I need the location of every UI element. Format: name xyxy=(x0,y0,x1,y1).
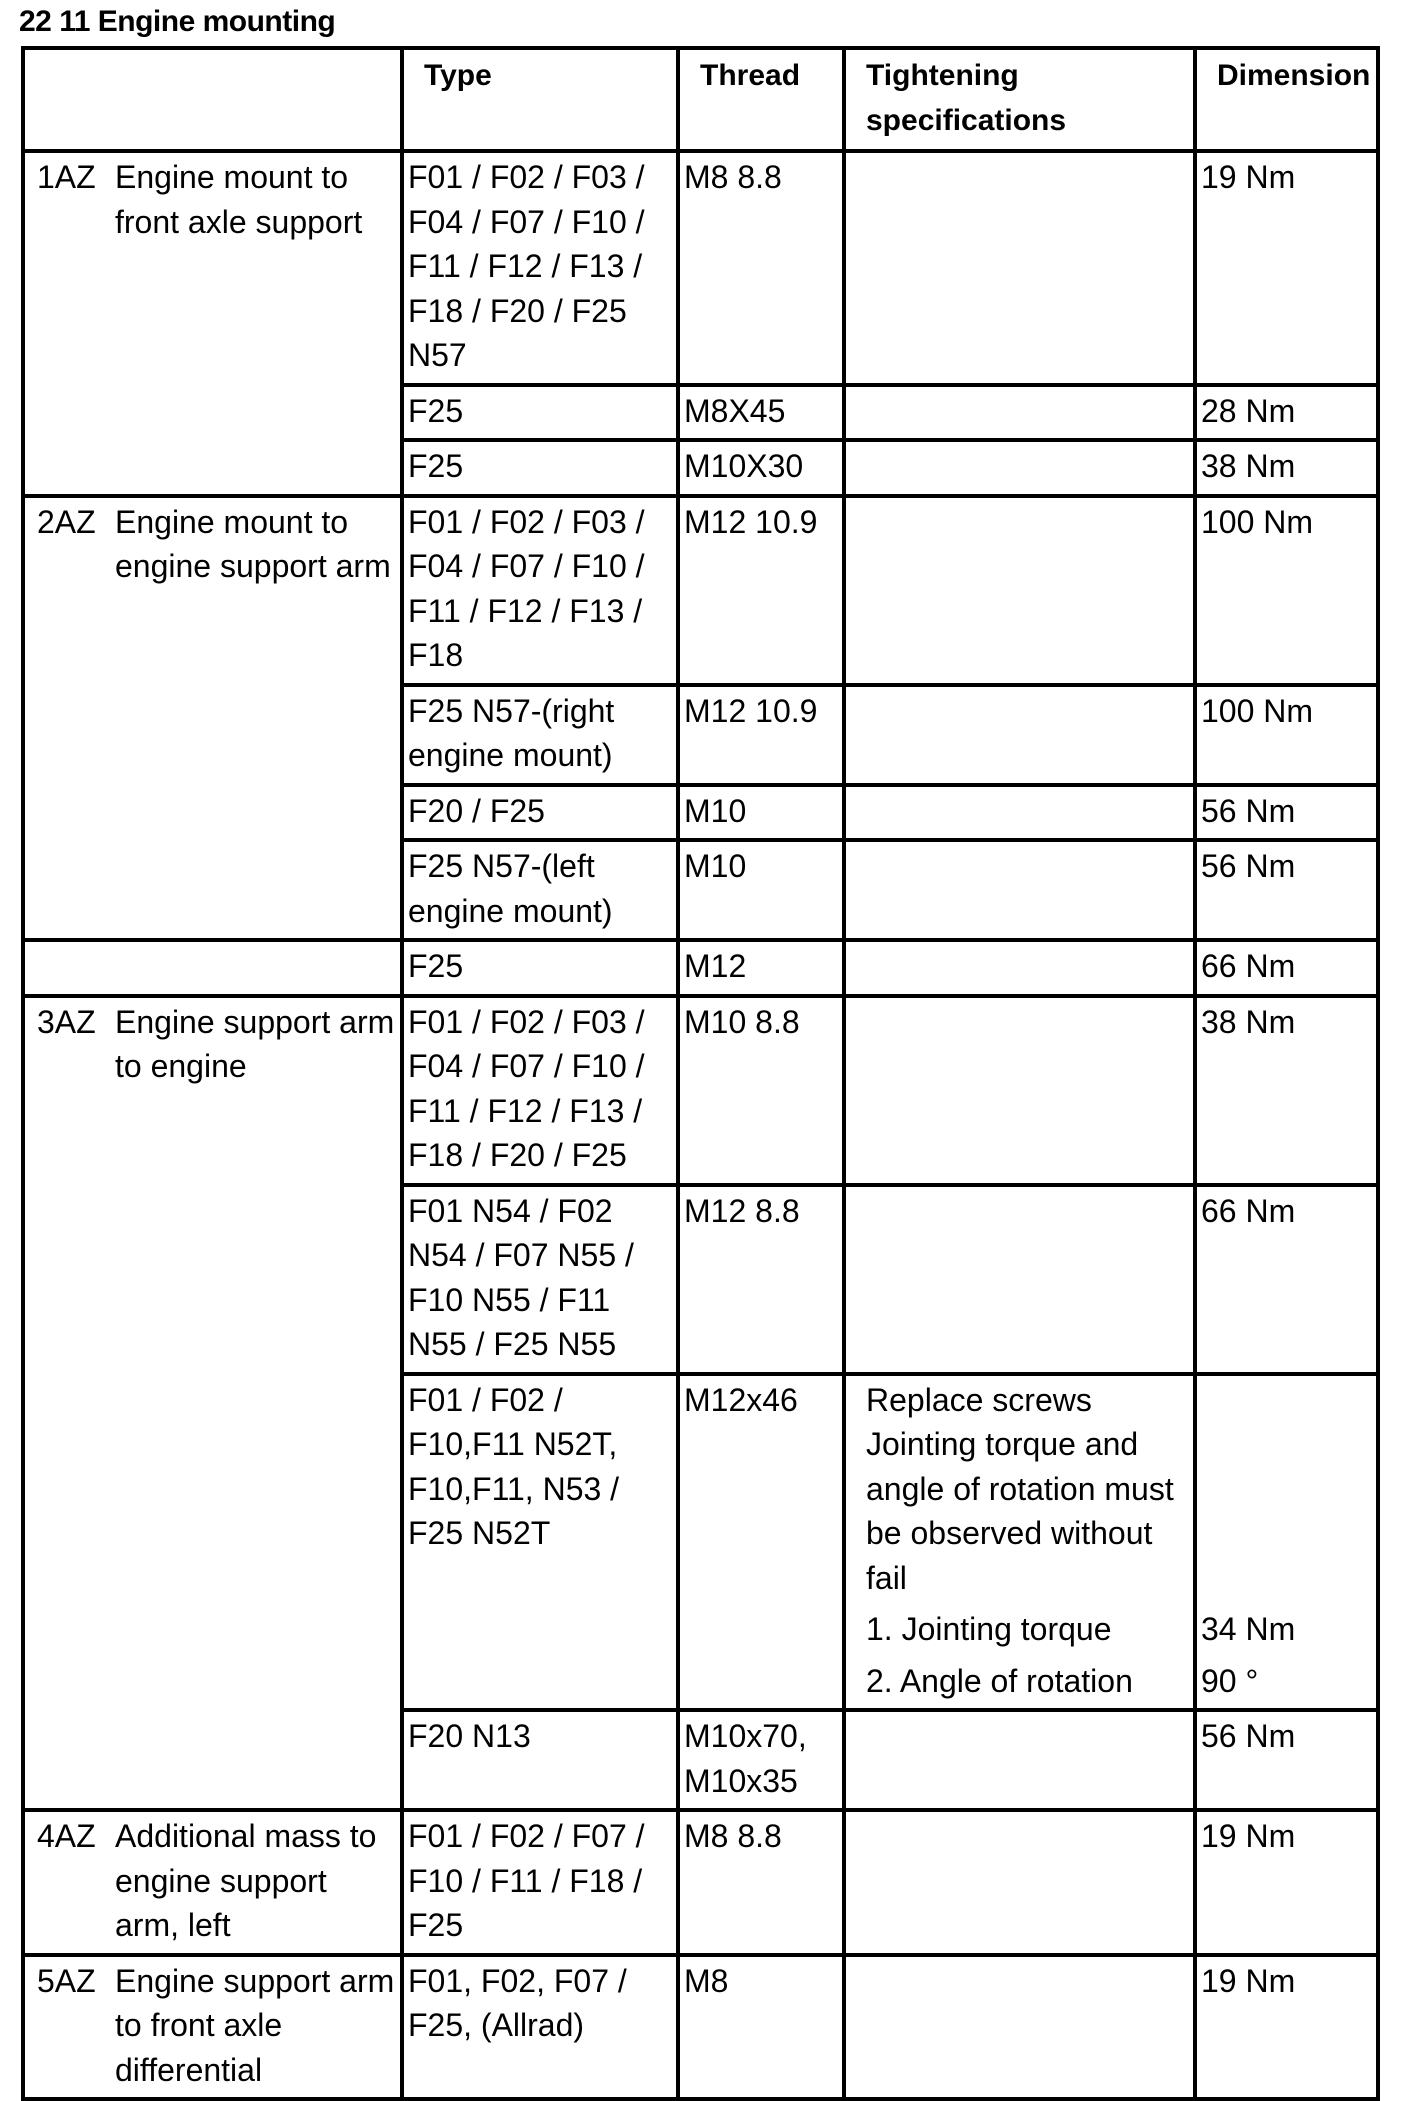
position-code: 4AZ xyxy=(23,1810,111,1955)
position-description: Additional mass to engine support arm, left xyxy=(111,1810,402,1955)
tightening-cell xyxy=(844,151,1195,385)
thread-cell: M8X45 xyxy=(678,385,844,441)
dimension-cell: 56 Nm xyxy=(1195,785,1378,841)
table-row xyxy=(23,940,1378,996)
thread-cell: M10 8.8 xyxy=(678,996,844,1185)
position-code: 1AZ xyxy=(23,151,111,496)
dimension-cell: 100 Nm xyxy=(1195,685,1378,785)
type-cell: F01 N54 / F02 N54 / F07 N55 / F10 N55 / F11 N55 / F25 N55 xyxy=(402,1185,678,1374)
tightening-cell xyxy=(844,1955,1195,2100)
dimension-cell: 28 Nm xyxy=(1195,385,1378,441)
tightening-cell xyxy=(844,1185,1195,1374)
thread-cell: M8 8.8 xyxy=(678,1810,844,1955)
position-blank xyxy=(23,940,402,996)
dimension-value: 90 ° xyxy=(1201,1662,1259,1699)
type-cell: F01 / F02 / F07 / F10 / F11 / F18 / F25 xyxy=(402,1810,678,1955)
position-description: Engine mount to engine support arm xyxy=(111,496,402,941)
type-cell: F01 / F02 / F10,F11 N52T, F10,F11, N53 / F25 N52T xyxy=(402,1374,678,1711)
thread-cell: M10x70, M10x35 xyxy=(678,1710,844,1810)
dimension-cell: 66 Nm xyxy=(1195,940,1378,996)
tightening-cell xyxy=(844,1374,1195,1711)
dimension-cell: 38 Nm xyxy=(1195,996,1378,1185)
tightening-cell xyxy=(844,1710,1195,1810)
header-position xyxy=(23,48,402,151)
thread-cell: M10 xyxy=(678,785,844,841)
type-cell: F01 / F02 / F03 / F04 / F07 / F10 / F11 / F12 / F13 / F18 / F20 / F25 xyxy=(402,996,678,1185)
thread-cell: M12 xyxy=(678,940,844,996)
header-type: Type xyxy=(402,48,678,151)
thread-cell: M12 8.8 xyxy=(678,1185,844,1374)
thread-cell: M12x46 xyxy=(678,1374,844,1711)
header-tightening: Tightening specifications xyxy=(844,48,1195,151)
thread-cell: M8 8.8 xyxy=(678,151,844,385)
type-cell: F01, F02, F07 / F25, (Allrad) xyxy=(402,1955,678,2100)
header-dimension: Dimension xyxy=(1195,48,1378,151)
type-cell: F01 / F02 / F03 / F04 / F07 / F10 / F11 / F12 / F13 / F18 / F20 / F25 N57 xyxy=(402,151,678,385)
type-cell: F25 xyxy=(402,940,678,996)
thread-cell: M12 10.9 xyxy=(678,685,844,785)
tightening-cell xyxy=(844,840,1195,940)
position-code: 5AZ xyxy=(23,1955,111,2100)
dimension-cell: 100 Nm xyxy=(1195,496,1378,685)
tightening-cell xyxy=(844,685,1195,785)
thread-cell: M12 10.9 xyxy=(678,496,844,685)
dimension-cell: 19 Nm xyxy=(1195,151,1378,385)
tightening-step: 1. Jointing torque xyxy=(866,1611,1112,1647)
dimension-value: 34 Nm xyxy=(1201,1611,1296,1647)
dimension-cell: 56 Nm xyxy=(1195,1710,1378,1810)
table-row xyxy=(23,1810,1378,1955)
dimension-cell: 19 Nm xyxy=(1195,1955,1378,2100)
dimension-cell: 56 Nm xyxy=(1195,840,1378,940)
header-thread: Thread xyxy=(678,48,844,151)
tightening-cell xyxy=(844,385,1195,441)
section-title: 22 11 Engine mounting xyxy=(19,5,336,38)
tightening-note: Jointing torque and angle of rotation must be observed without fail xyxy=(866,1426,1174,1596)
tightening-cell xyxy=(844,940,1195,996)
position-code: 2AZ xyxy=(23,496,111,941)
type-cell: F20 / F25 xyxy=(402,785,678,841)
tightening-cell xyxy=(844,1810,1195,1955)
thread-cell: M8 xyxy=(678,1955,844,2100)
header-row xyxy=(23,48,1378,151)
table-row xyxy=(23,496,1378,685)
dimension-cell: 19 Nm xyxy=(1195,1810,1378,1955)
tightening-step: 2. Angle of rotation xyxy=(866,1662,1133,1699)
position-description: Engine support arm to front axle differential xyxy=(111,1955,402,2100)
type-cell: F25 N57-(left engine mount) xyxy=(402,840,678,940)
thread-cell: M10 xyxy=(678,840,844,940)
type-cell: F25 N57-(right engine mount) xyxy=(402,685,678,785)
tightening-cell xyxy=(844,496,1195,685)
dimension-cell: 66 Nm xyxy=(1195,1185,1378,1374)
table-row xyxy=(23,151,1378,385)
tightening-cell xyxy=(844,785,1195,841)
position-description: Engine mount to front axle support xyxy=(111,151,402,496)
type-cell: F20 N13 xyxy=(402,1710,678,1810)
type-cell: F01 / F02 / F03 / F04 / F07 / F10 / F11 / F12 / F13 / F18 xyxy=(402,496,678,685)
thread-cell: M10X30 xyxy=(678,440,844,496)
dimension-cell xyxy=(1195,1374,1378,1711)
position-description: Engine support arm to engine xyxy=(111,996,402,1811)
type-cell: F25 xyxy=(402,385,678,441)
torque-spec-table xyxy=(21,46,1380,2101)
tightening-note: Replace screws xyxy=(866,1381,1092,1418)
tightening-cell xyxy=(844,996,1195,1185)
tightening-cell xyxy=(844,440,1195,496)
table-row xyxy=(23,996,1378,1185)
type-cell: F25 xyxy=(402,440,678,496)
dimension-cell: 38 Nm xyxy=(1195,440,1378,496)
table-row xyxy=(23,1955,1378,2100)
position-code: 3AZ xyxy=(23,996,111,1811)
